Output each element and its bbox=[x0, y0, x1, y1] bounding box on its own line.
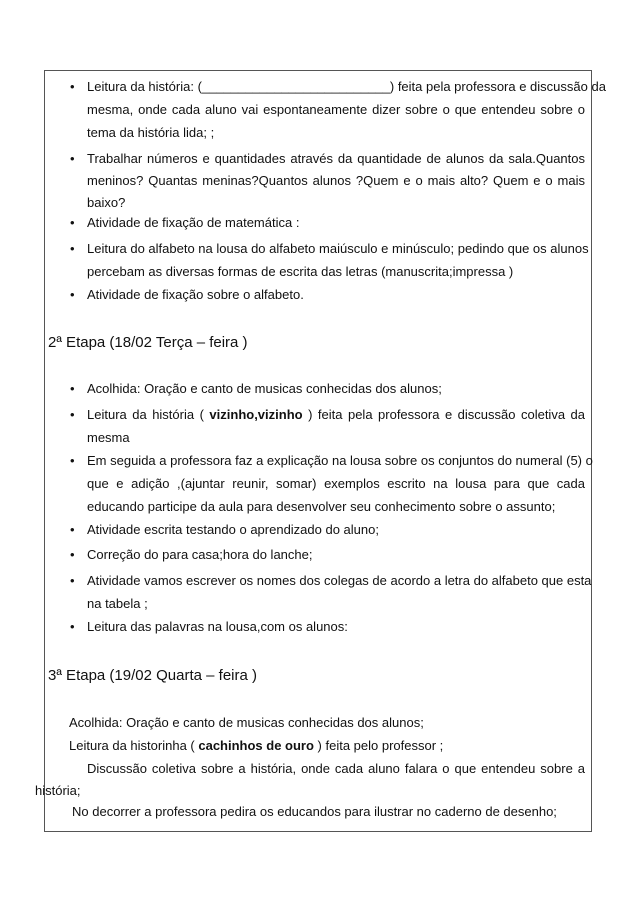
bullet: • bbox=[70, 381, 75, 396]
item-text: Leitura da história: (__________________________) feita pela professora e discussão da bbox=[87, 79, 606, 94]
text-line: No decorrer a professora pedira os educandos para ilustrar no caderno de desenho; bbox=[72, 804, 557, 819]
story-title: vizinho,vizinho bbox=[209, 407, 303, 422]
story-title: cachinhos de ouro bbox=[198, 738, 314, 753]
bullet: • bbox=[70, 407, 75, 422]
list-item bbox=[45, 213, 591, 233]
item-text: mesma, onde cada aluno vai espontaneamente dizer sobre o que entendeu sobre o bbox=[87, 102, 585, 117]
paragraph-line bbox=[45, 759, 591, 779]
item-text: Em seguida a professora faz a explicação na lousa sobre os conjuntos do numeral (5) o bbox=[87, 453, 593, 468]
item-text: baixo? bbox=[87, 195, 126, 210]
list-item-continuation bbox=[45, 171, 591, 191]
item-text: Leitura do alfabeto na lousa do alfabeto maiúsculo e minúsculo; pedindo que os alunos bbox=[87, 241, 589, 256]
bullet: • bbox=[70, 547, 75, 562]
text-line: Discussão coletiva sobre a história, onde cada aluno falara o que entendeu sobre a bbox=[87, 761, 585, 776]
bullet: • bbox=[70, 241, 75, 256]
list-item bbox=[45, 239, 591, 259]
item-text: tema da história lida; ; bbox=[87, 125, 215, 140]
item-text: na tabela ; bbox=[87, 596, 148, 611]
list-item bbox=[45, 379, 591, 399]
item-text: Atividade de fixação de matemática : bbox=[87, 215, 300, 230]
list-item bbox=[45, 77, 606, 97]
list-item-continuation bbox=[45, 262, 591, 282]
bullet: • bbox=[70, 619, 75, 634]
text-line: história; bbox=[35, 783, 81, 798]
list-item-continuation bbox=[45, 497, 591, 517]
stage-heading: 2ª Etapa (18/02 Terça – feira ) bbox=[48, 334, 248, 351]
item-text: meninos? Quantas meninas?Quantos alunos ?Quem e o mais alto? Quem e o mais bbox=[87, 173, 585, 188]
item-text: Acolhida: Oração e canto de musicas conhecidas dos alunos; bbox=[87, 381, 442, 396]
item-text: Leitura das palavras na lousa,com os alunos: bbox=[87, 619, 348, 634]
item-text: educando participe da aula para desenvolver seu conhecimento sobre o assunto; bbox=[87, 499, 556, 514]
list-item-continuation bbox=[45, 193, 591, 213]
bullet: • bbox=[70, 522, 75, 537]
item-text: Atividade escrita testando o aprendizado do aluno; bbox=[87, 522, 379, 537]
item-text: percebam as diversas formas de escrita das letras (manuscrita;impressa ) bbox=[87, 264, 514, 279]
list-item-continuation bbox=[45, 594, 591, 614]
item-text: Atividade vamos escrever os nomes dos colegas de acordo a letra do alfabeto que esta bbox=[87, 573, 592, 588]
paragraph-line bbox=[35, 781, 591, 801]
list-item bbox=[45, 520, 591, 540]
bullet: • bbox=[70, 79, 75, 94]
list-item bbox=[45, 285, 591, 305]
bullet: • bbox=[70, 453, 75, 468]
list-item bbox=[45, 545, 591, 565]
paragraph-line bbox=[45, 713, 591, 733]
item-text: Leitura da história ( vizinho,vizinho ) feita pela professora e discussão coletiva da bbox=[87, 407, 585, 422]
bullet: • bbox=[70, 573, 75, 588]
bullet: • bbox=[70, 151, 75, 166]
list-item bbox=[45, 451, 591, 471]
list-item-continuation bbox=[45, 428, 591, 448]
list-item-continuation bbox=[45, 100, 591, 120]
list-item-continuation bbox=[45, 123, 591, 143]
list-item bbox=[45, 571, 591, 591]
paragraph-line bbox=[45, 802, 591, 822]
item-text: que e adição ,(ajuntar reunir, somar) exemplos escrito na lousa para que cada bbox=[87, 476, 585, 491]
list-item bbox=[45, 405, 591, 425]
lesson-plan-box bbox=[35, 70, 606, 832]
stage-heading: 3ª Etapa (19/02 Quarta – feira ) bbox=[48, 667, 258, 684]
item-text: Correção do para casa;hora do lanche; bbox=[87, 547, 313, 562]
list-item bbox=[45, 149, 591, 169]
item-text: Atividade de fixação sobre o alfabeto. bbox=[87, 287, 304, 302]
text-line: Leitura da historinha ( cachinhos de ouro ) feita pelo professor ; bbox=[69, 738, 444, 753]
list-item bbox=[45, 617, 591, 637]
item-text: mesma bbox=[87, 430, 130, 445]
item-text: Trabalhar números e quantidades através da quantidade de alunos da sala.Quantos bbox=[87, 151, 585, 166]
text-line: Acolhida: Oração e canto de musicas conhecidas dos alunos; bbox=[69, 715, 424, 730]
bullet: • bbox=[70, 215, 75, 230]
list-item-continuation bbox=[45, 474, 591, 494]
bullet: • bbox=[70, 287, 75, 302]
paragraph-line bbox=[45, 736, 591, 756]
